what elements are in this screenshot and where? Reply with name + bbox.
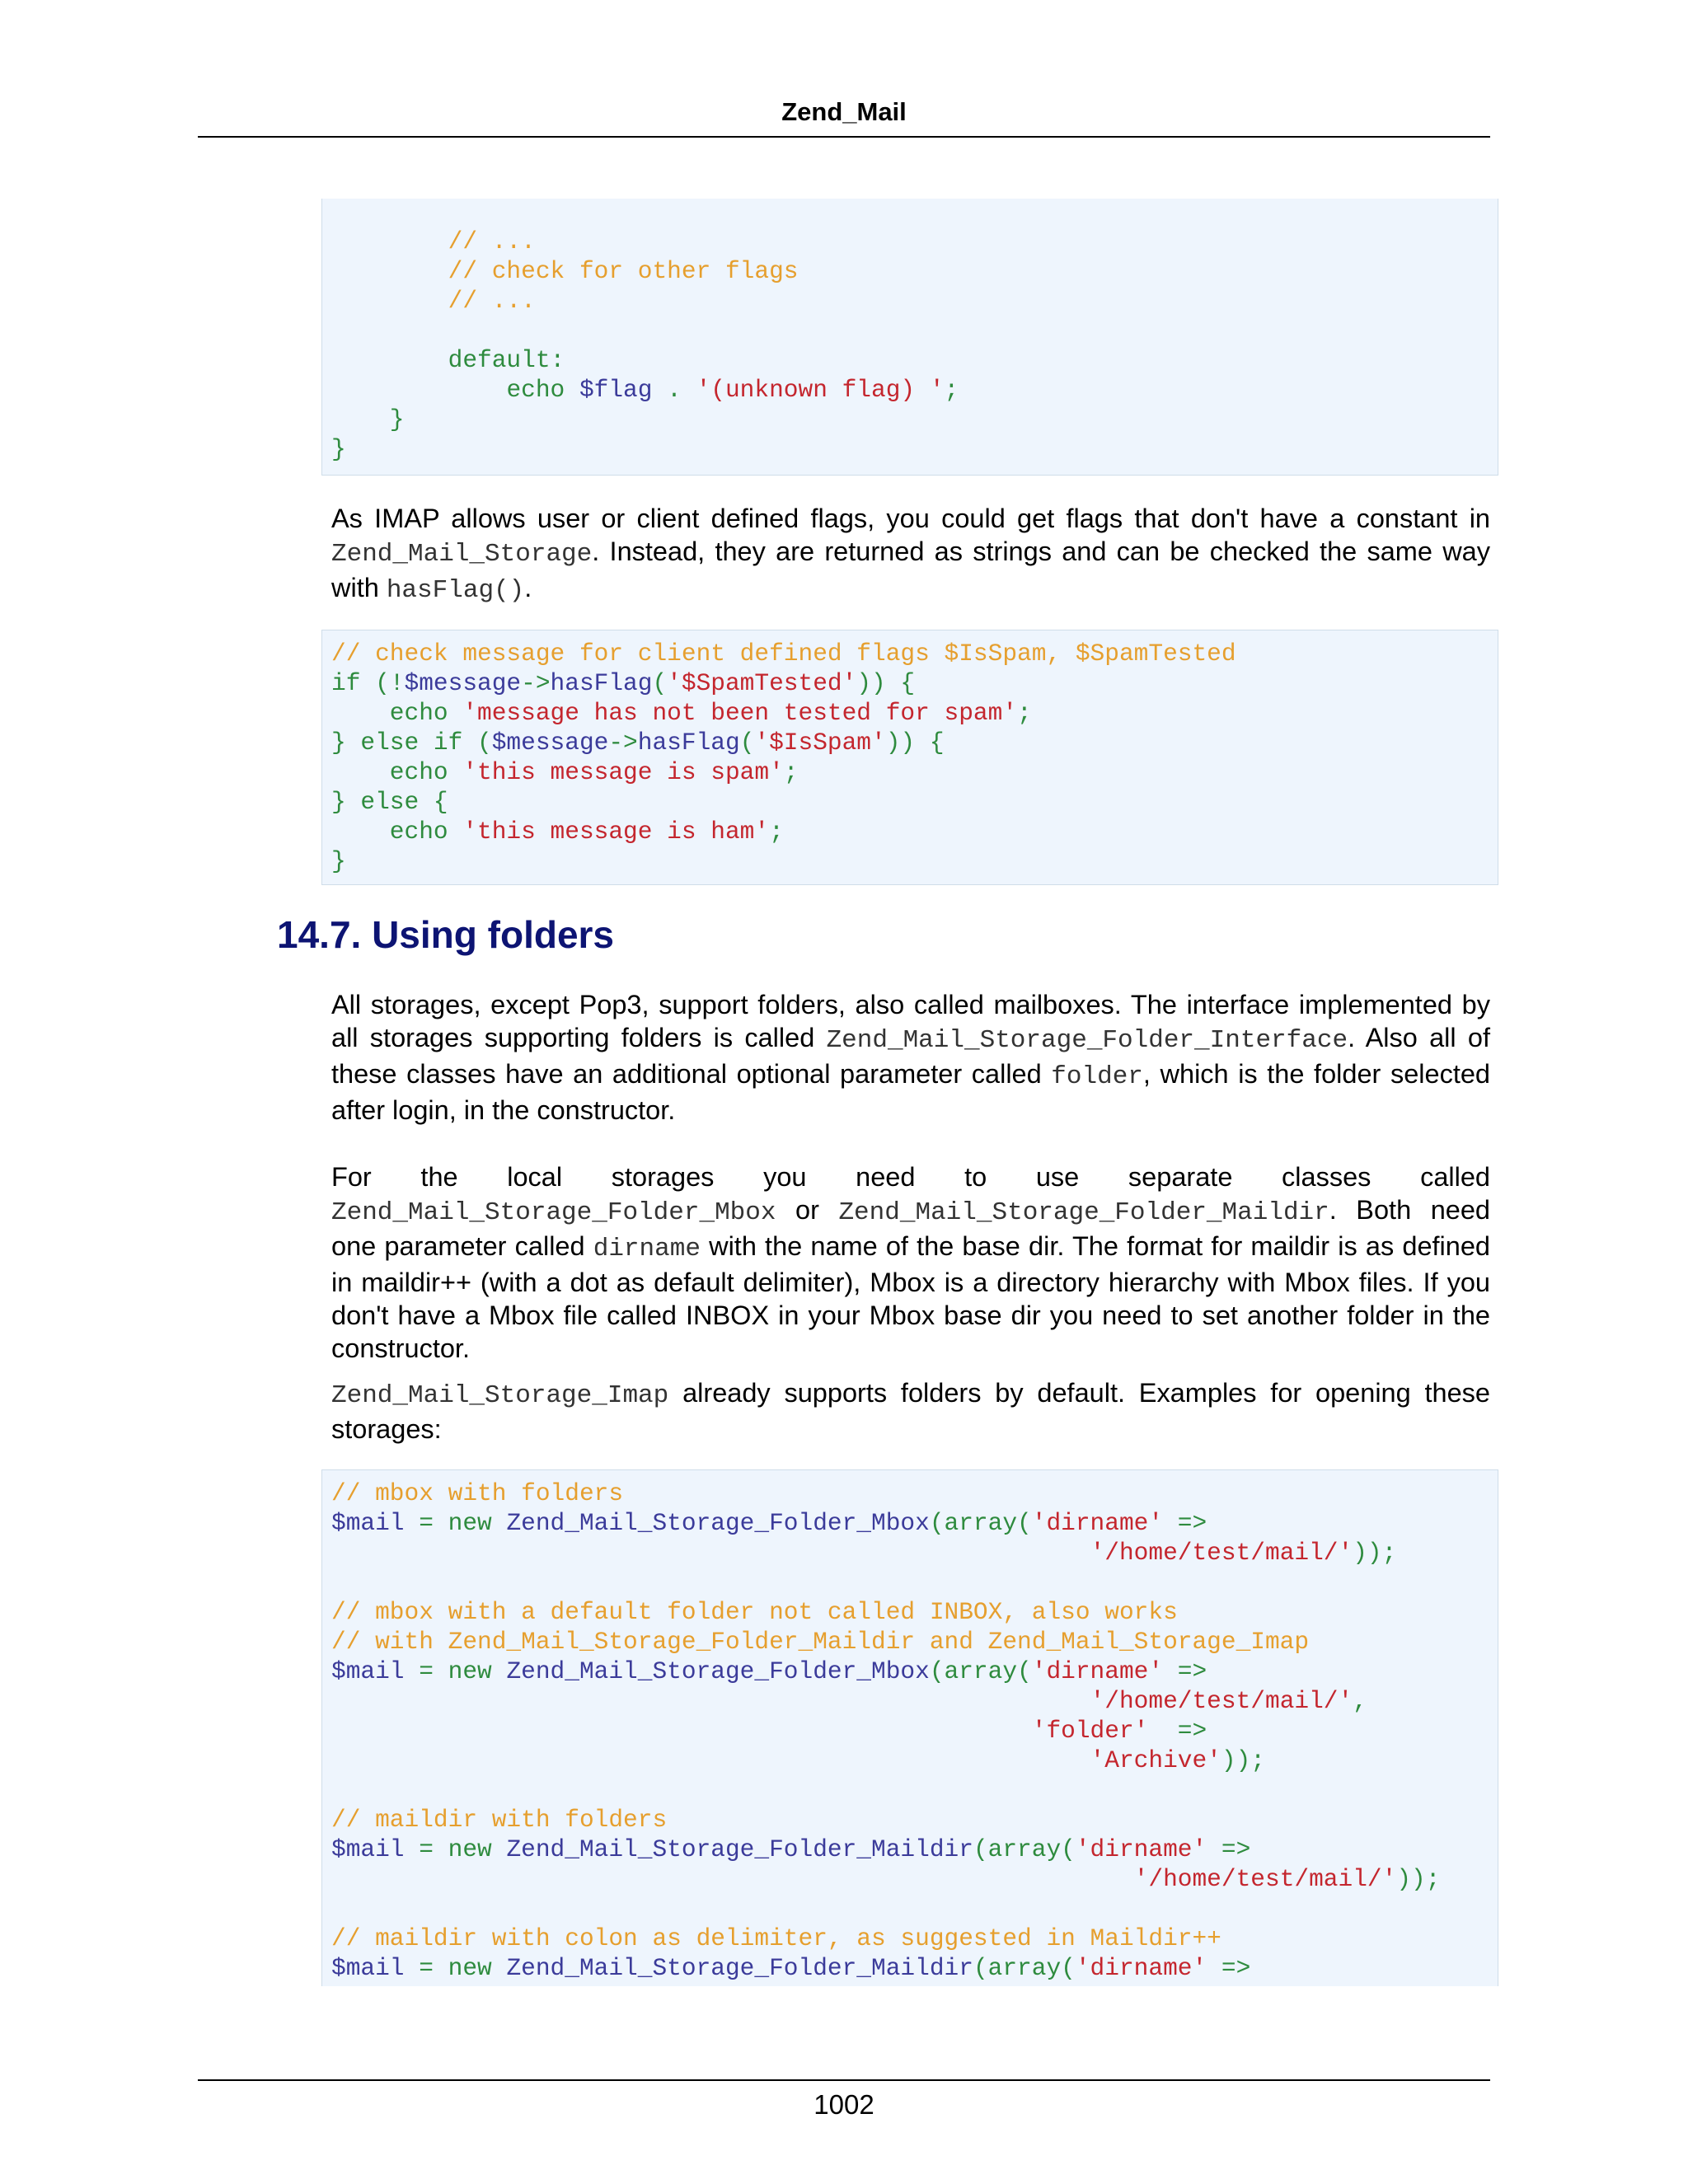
- code-token: if (!: [331, 669, 405, 697]
- inline-code: Zend_Mail_Storage_Imap: [331, 1381, 669, 1410]
- code-line: [331, 728, 1489, 757]
- code-line: [331, 1627, 1489, 1657]
- code-token: ;: [944, 376, 959, 404]
- inline-code: Zend_Mail_Storage_Folder_Maildir: [838, 1198, 1329, 1227]
- code-token: // maildir with colon as delimiter, as suggested in Maildir++: [331, 1924, 1221, 1952]
- code-token: '$IsSpam': [754, 729, 886, 757]
- code-line: [331, 1953, 1489, 1983]
- code-token: 'dirname': [1031, 1657, 1164, 1685]
- code-token: ));: [1396, 1865, 1441, 1893]
- code-line: [331, 1657, 1489, 1686]
- code-token: (array(: [973, 1954, 1076, 1982]
- code-token: 'dirname': [1075, 1835, 1207, 1863]
- inline-code: hasFlag(): [386, 576, 525, 605]
- inline-code: dirname: [593, 1235, 701, 1263]
- code-token: // maildir with folders: [331, 1806, 668, 1834]
- code-line: [331, 1746, 1489, 1775]
- code-line: [331, 1508, 1489, 1538]
- code-token: 'this message is ham': [462, 818, 770, 846]
- code-token: default:: [448, 346, 565, 374]
- code-line: [331, 787, 1489, 817]
- code-token: ->: [521, 669, 551, 697]
- code-line: [331, 639, 1489, 668]
- code-block-flags-switch: [321, 199, 1498, 476]
- code-line: [331, 227, 1489, 256]
- code-line: [331, 1835, 1489, 1864]
- code-token: hasFlag: [637, 729, 740, 757]
- paragraph-folders-intro: [331, 988, 1490, 1127]
- code-token: '(unknown flag) ': [696, 376, 945, 404]
- code-token: [331, 376, 506, 404]
- code-line: [331, 345, 1489, 375]
- code-line: [331, 1775, 1489, 1805]
- code-token: = new: [404, 1657, 507, 1685]
- code-token: $mail: [331, 1657, 405, 1685]
- paragraph-text: already supports folders by default. Examples for opening these storages:: [331, 1378, 1490, 1444]
- code-token: echo: [331, 758, 463, 786]
- code-token: 'dirname': [1075, 1954, 1207, 1982]
- footer-rule: [198, 2079, 1490, 2081]
- code-token: }: [331, 847, 346, 875]
- code-line: [331, 668, 1489, 698]
- code-token: [331, 1687, 1090, 1715]
- code-token: [331, 1717, 1032, 1745]
- code-token: ;: [783, 758, 799, 786]
- code-token: // ...: [448, 227, 536, 255]
- code-token: '/home/test/mail/': [1133, 1865, 1397, 1893]
- code-token: '$SpamTested': [667, 669, 857, 697]
- code-line: [331, 817, 1489, 846]
- code-line: [331, 256, 1489, 286]
- code-line: [331, 316, 1489, 345]
- code-token: Zend_Mail_Storage_Folder_Mbox: [506, 1509, 930, 1537]
- code-line: [331, 405, 1489, 434]
- code-token: [331, 1865, 1134, 1893]
- code-token: echo: [506, 376, 579, 404]
- code-token: [331, 287, 448, 315]
- code-token: Zend_Mail_Storage_Folder_Mbox: [506, 1657, 930, 1685]
- code-line: [331, 1538, 1489, 1568]
- code-token: $message: [404, 669, 522, 697]
- code-token: '/home/test/mail/': [1090, 1539, 1353, 1567]
- code-line: [331, 1716, 1489, 1746]
- paragraph-text: All storages, except Pop3, support folders, also called mailboxes. The interface implemented by all storages supporting folders is called: [331, 990, 1490, 1052]
- paragraph-text: with the name of the base dir. The format for maildir is as defined in maildir++ (with a dot as default delimiter), Mbox is a directory hierarchy with Mbox files. If you don't have a Mbox file called INBOX in your Mbox base dir you need to set another folder in the constructor.: [331, 1231, 1490, 1363]
- inline-code: Zend_Mail_Storage_Folder_Mbox: [331, 1198, 776, 1227]
- code-token: [331, 227, 448, 255]
- code-token: =>: [1163, 1657, 1207, 1685]
- code-token: 'Archive': [1090, 1746, 1221, 1774]
- code-token: // with Zend_Mail_Storage_Folder_Maildir and Zend_Mail_Storage_Imap: [331, 1628, 1310, 1656]
- code-token: Zend_Mail_Storage_Folder_Maildir: [506, 1954, 973, 1982]
- code-line: [331, 757, 1489, 787]
- code-line: [331, 846, 1489, 876]
- code-token: .: [652, 376, 696, 404]
- paragraph-text: . Also all of these classes have an additional optional parameter called: [331, 1023, 1490, 1089]
- code-token: $flag: [579, 376, 653, 404]
- code-token: )) {: [885, 729, 945, 757]
- code-token: // check for other flags: [448, 257, 799, 285]
- section-title: 14.7. Using folders: [277, 913, 615, 956]
- page-number: 1002: [814, 2089, 874, 2120]
- code-token: [331, 1539, 1090, 1567]
- code-token: 'this message is spam': [462, 758, 784, 786]
- code-token: 'dirname': [1031, 1509, 1164, 1537]
- running-header: Zend_Mail: [781, 97, 907, 126]
- code-token: ));: [1221, 1746, 1265, 1774]
- code-token: = new: [404, 1835, 507, 1863]
- code-token: echo: [331, 699, 463, 727]
- code-token: }: [331, 405, 405, 434]
- code-line: [331, 1864, 1489, 1894]
- code-token: ;: [1017, 699, 1032, 727]
- paragraph-text: . Instead, they are returned as strings and can be checked the same way with: [331, 537, 1490, 602]
- code-token: [331, 257, 448, 285]
- code-token: } else {: [331, 788, 448, 816]
- code-token: ;: [769, 818, 784, 846]
- code-token: } else if (: [331, 729, 492, 757]
- code-token: =>: [1207, 1954, 1251, 1982]
- code-token: $mail: [331, 1509, 405, 1537]
- inline-code: folder: [1051, 1062, 1143, 1091]
- code-token: (: [652, 669, 668, 697]
- paragraph-local-storages: [331, 1160, 1490, 1365]
- code-token: (array(: [929, 1509, 1032, 1537]
- code-token: echo: [331, 818, 463, 846]
- code-token: [331, 346, 448, 374]
- code-token: '/home/test/mail/': [1090, 1687, 1353, 1715]
- code-token: (array(: [973, 1835, 1076, 1863]
- code-token: // mbox with folders: [331, 1479, 624, 1507]
- code-line: [331, 286, 1489, 316]
- code-token: ));: [1353, 1539, 1397, 1567]
- code-line: [331, 1568, 1489, 1597]
- code-token: // mbox with a default folder not called INBOX, also works: [331, 1598, 1178, 1626]
- code-token: $mail: [331, 1954, 405, 1982]
- paragraph-text: For the local storages you need to use separate classes called: [331, 1162, 1490, 1192]
- code-token: (array(: [929, 1657, 1032, 1685]
- paragraph-imap-folders: [331, 1376, 1490, 1446]
- code-token: Zend_Mail_Storage_Folder_Maildir: [506, 1835, 973, 1863]
- paragraph-text: or: [776, 1195, 839, 1225]
- code-token: [331, 1746, 1090, 1774]
- code-line: [331, 1924, 1489, 1953]
- code-token: hasFlag: [550, 669, 653, 697]
- code-block-open-storages: [321, 1469, 1498, 1986]
- code-line: [331, 1894, 1489, 1924]
- code-token: // check message for client defined flags $IsSpam, $SpamTested: [331, 640, 1236, 668]
- code-line: [331, 1686, 1489, 1716]
- code-line: [331, 1805, 1489, 1835]
- code-token: )) {: [856, 669, 916, 697]
- code-token: =>: [1163, 1509, 1207, 1537]
- code-line: [331, 698, 1489, 728]
- paragraph-text: .: [524, 573, 532, 602]
- paragraph-text: . Both need one parameter called: [331, 1195, 1490, 1261]
- code-token: 'message has not been tested for spam': [462, 699, 1018, 727]
- code-line: [331, 375, 1489, 405]
- code-token: = new: [404, 1509, 507, 1537]
- code-token: =>: [1148, 1717, 1207, 1745]
- paragraph-text: As IMAP allows user or client defined flags, you could get flags that don't have a constant in: [331, 504, 1490, 533]
- code-token: = new: [404, 1954, 507, 1982]
- code-token: =>: [1207, 1835, 1251, 1863]
- code-token: // ...: [448, 287, 536, 315]
- code-line: [331, 434, 1489, 464]
- header-rule: [198, 136, 1490, 138]
- inline-code: Zend_Mail_Storage_Folder_Interface: [826, 1026, 1348, 1055]
- code-token: $mail: [331, 1835, 405, 1863]
- code-token: (: [739, 729, 755, 757]
- code-token: ,: [1353, 1687, 1367, 1715]
- paragraph-custom-flags: [331, 502, 1490, 607]
- code-token: }: [331, 435, 346, 463]
- paragraph-text: , which is the folder selected after login, in the constructor.: [331, 1059, 1490, 1125]
- code-block-spam-check: [321, 630, 1498, 885]
- code-token: $message: [491, 729, 609, 757]
- inline-code: Zend_Mail_Storage: [331, 540, 593, 569]
- code-token: ->: [608, 729, 638, 757]
- code-line: [331, 1597, 1489, 1627]
- code-token: 'folder': [1031, 1717, 1149, 1745]
- code-line: [331, 1479, 1489, 1508]
